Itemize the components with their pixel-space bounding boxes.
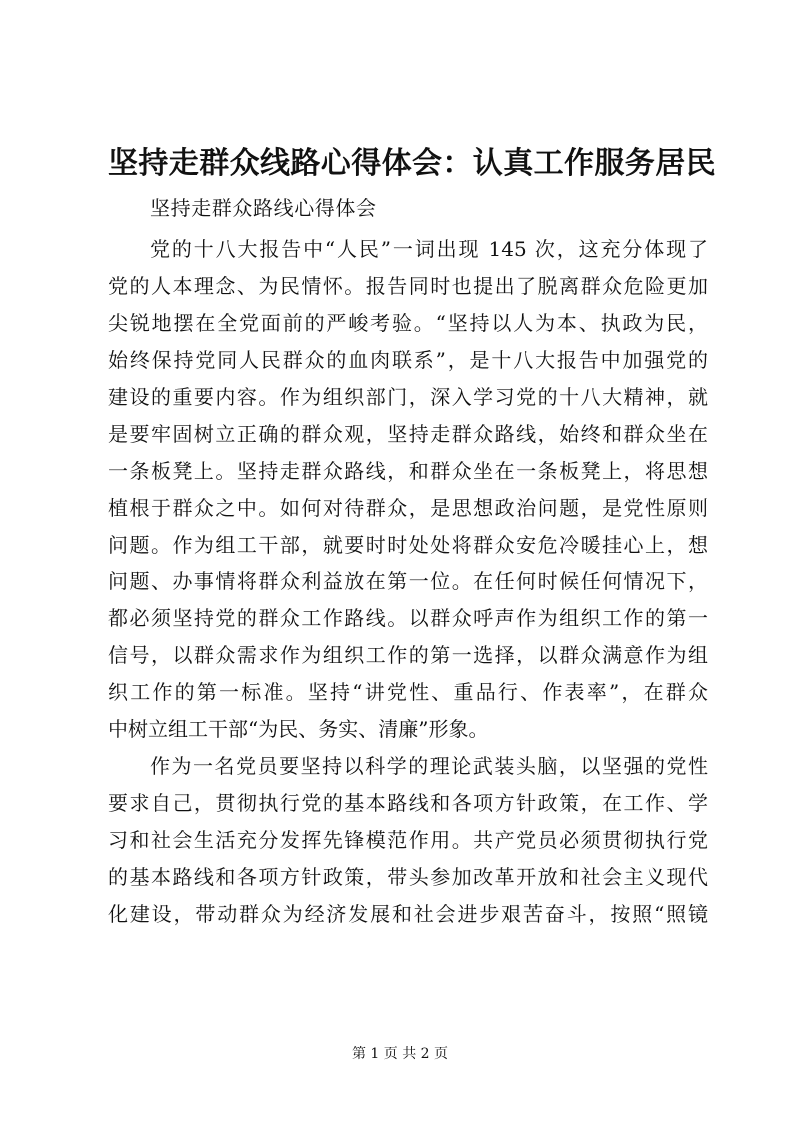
- paragraph-line: 织工作的第一标准。坚持“讲党性、重品行、作表率”，在群众: [108, 680, 708, 705]
- paragraph-line: 党的十八大报告中“人民”一词出现 145 次，这充分体现了: [150, 237, 708, 261]
- paragraph-line: 习和社会生活充分发挥先锋模范作用。共产党员必须贯彻执行党: [108, 828, 708, 852]
- paragraph-line: 要求自己，贯彻执行党的基本路线和各项方针政策，在工作、学: [108, 791, 708, 816]
- paragraph-line: 问题、办事情将群众利益放在第一位。在任何时候任何情况下，: [108, 569, 708, 594]
- page-footer: 第 1 页 共 2 页: [351, 1046, 449, 1062]
- document-title: 坚持走群众线路心得体会：认真工作服务居民: [108, 146, 716, 181]
- body-paragraph: [108, 231, 708, 748]
- paragraph-line: 化建设，带动群众为经济发展和社会进步艰苦奋斗，按照“照镜: [108, 901, 708, 926]
- paragraph-line: 植根于群众之中。如何对待群众，是思想政治问题，是党性原则: [108, 495, 708, 520]
- document-subtitle: 坚持走群众路线心得体会: [150, 196, 377, 220]
- paragraph-line: 作为一名党员要坚持以科学的理论武装头脑，以坚强的党性: [150, 754, 708, 779]
- paragraph-line: 都必须坚持党的群众工作路线。以群众呼声作为组织工作的第一: [108, 606, 708, 631]
- paragraph-line: 是要牢固树立正确的群众观，坚持走群众路线，始终和群众坐在: [108, 421, 708, 446]
- paragraph-line: 建设的重要内容。作为组织部门，深入学习党的十八大精神，就: [108, 384, 708, 409]
- paragraph-line: 始终保持党同人民群众的血肉联系”，是十八大报告中加强党的: [108, 347, 708, 372]
- body-paragraph: [108, 748, 708, 933]
- paragraph-line: 一条板凳上。坚持走群众路线，和群众坐在一条板凳上，将思想: [108, 458, 708, 483]
- paragraph-line: 中树立组工干部“为民、务实、清廉”形象。: [108, 717, 489, 742]
- document-body: [108, 231, 708, 933]
- paragraph-line: 尖锐地摆在全党面前的严峻考验。“坚持以人为本、执政为民，: [108, 310, 708, 335]
- paragraph-line: 问题。作为组工干部，就要时时处处将群众安危冷暖挂心上，想: [108, 532, 708, 557]
- paragraph-line: 信号，以群众需求作为组织工作的第一选择，以群众满意作为组: [108, 643, 708, 668]
- paragraph-line: 党的人本理念、为民情怀。报告同时也提出了脱离群众危险更加: [108, 273, 708, 298]
- paragraph-line: 的基本路线和各项方针政策，带头参加改革开放和社会主义现代: [108, 864, 708, 889]
